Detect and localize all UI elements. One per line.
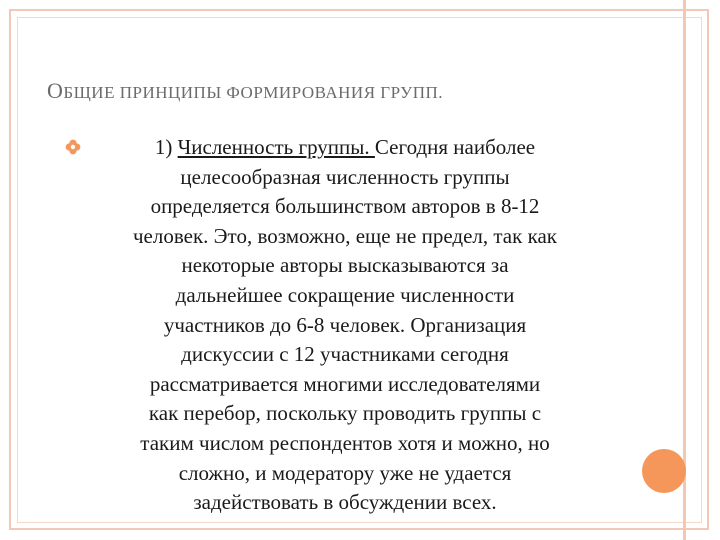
paragraph-line: как перебор, поскольку проводить группы с xyxy=(148,401,542,426)
paragraph-line: таким числом респондентов хотя и можно, но xyxy=(140,430,550,455)
paragraph-line: сложно, и модератору уже не удается xyxy=(178,460,512,485)
title-rest: БЩИЕ ПРИНЦИПЫ ФОРМИРОВАНИЯ ГРУПП. xyxy=(63,83,443,102)
paragraph-line: дискуссии с 12 участниками сегодня xyxy=(181,342,509,367)
paragraph-line: определяется большинством авторов в 8-12 xyxy=(150,194,540,219)
bullet-paragraph xyxy=(62,133,628,518)
paragraph-line: рассматривается многими исследователями xyxy=(149,371,541,396)
paragraph-line: задействовать в обсуждении всех. xyxy=(193,490,497,515)
lead-rest: Сегодня наиболее xyxy=(374,135,536,159)
lead-prefix: 1) xyxy=(154,135,178,159)
paragraph-line: человек. Это, возможно, еще не предел, так как xyxy=(133,223,557,248)
paragraph-line: некоторые авторы высказываются за xyxy=(181,253,509,278)
lead-heading-underlined: Численность группы. xyxy=(177,135,375,159)
slide-title xyxy=(47,78,667,104)
title-first-letter: О xyxy=(47,78,64,103)
decorative-circle xyxy=(642,449,686,493)
paragraph-line: дальнейшее сокращение численности xyxy=(175,282,515,307)
paragraph-line: целесообразная численность группы xyxy=(180,164,510,189)
right-decorative-bar xyxy=(683,0,686,540)
paragraph-first-line xyxy=(62,133,628,163)
paragraph-line: участников до 6-8 человек. Организация xyxy=(163,312,527,337)
